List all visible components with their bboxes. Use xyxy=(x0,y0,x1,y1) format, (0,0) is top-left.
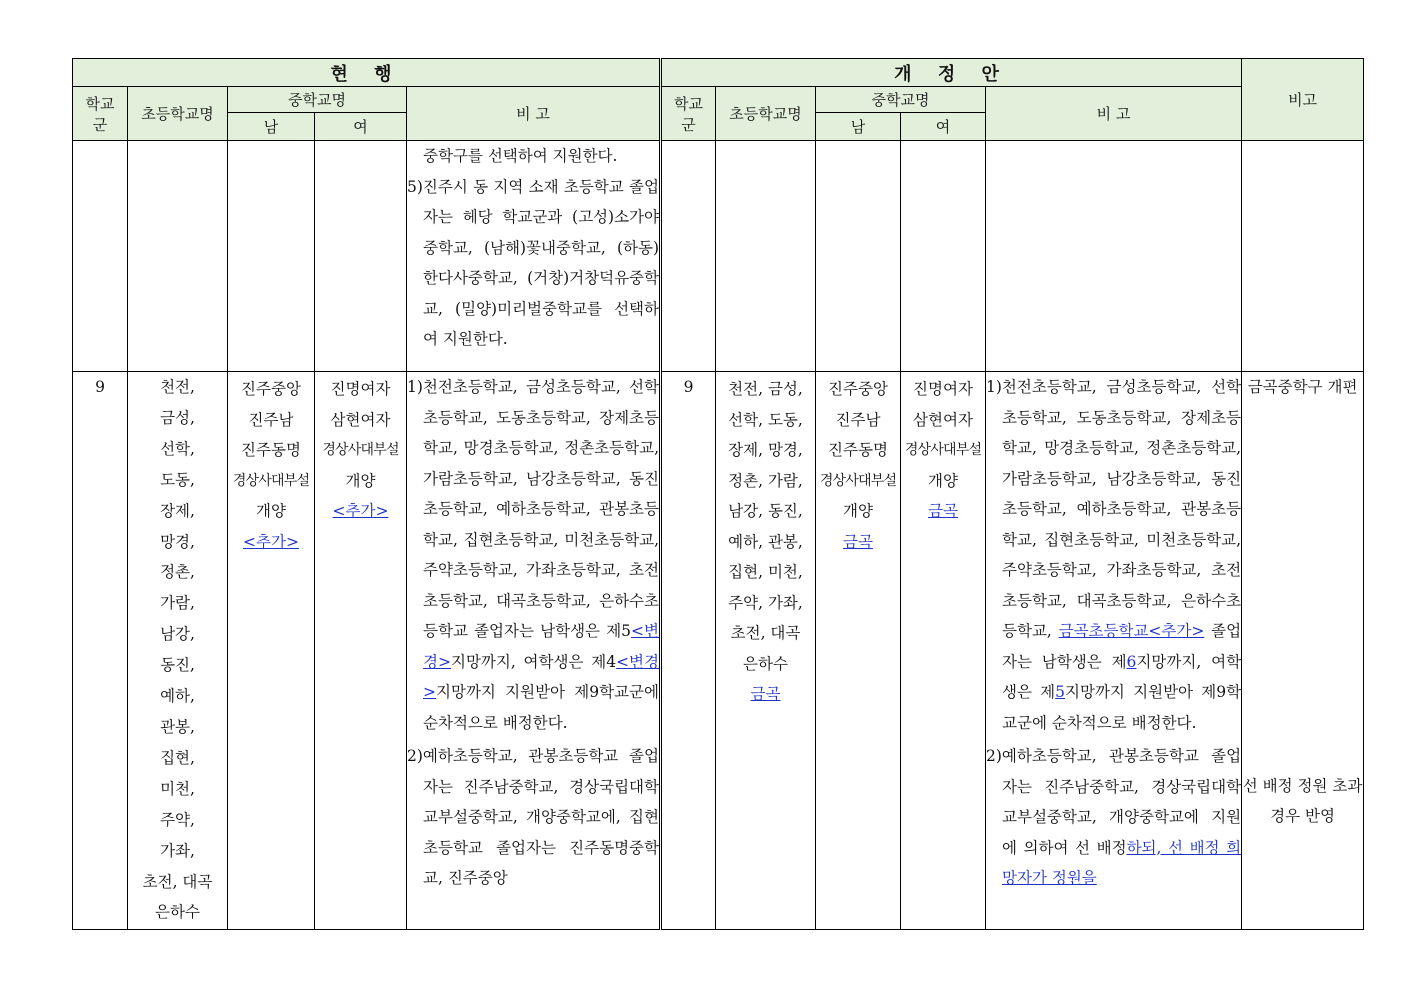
elem-school-item: 주약, 가좌, xyxy=(728,593,803,612)
remark-spacer xyxy=(1242,403,1363,771)
note-text: 졸업자는 남학생은 제 xyxy=(1002,622,1242,671)
girls-school-item: 개양 xyxy=(928,471,958,490)
girls-added-tag: <추가> xyxy=(332,502,389,520)
elem-school-item: 초전, 대곡 xyxy=(142,872,213,891)
elem-school-item: 예하, xyxy=(160,687,195,706)
girls-school-item: 경상사대부설 xyxy=(904,442,982,458)
change-tag: <변경> xyxy=(423,652,659,701)
changed-number: 5 xyxy=(1055,683,1066,701)
elem-school-item: 장제, 망경, xyxy=(728,441,803,459)
elem-schools-revised xyxy=(716,372,816,930)
boys-school-item: 진주동명 xyxy=(241,441,301,459)
cell-empty xyxy=(716,141,816,372)
elem-school-item: 집현, xyxy=(160,748,195,767)
revised-header: 개 정 안 xyxy=(661,59,1242,87)
boy-header-revised: 남 xyxy=(816,113,901,141)
group-header-line-1: 학교 xyxy=(674,94,703,113)
cell-empty xyxy=(1242,141,1364,372)
elem-school-item: 남강, xyxy=(160,625,195,644)
group-number-revised: 9 xyxy=(661,372,716,930)
boys-school-item: 진주중앙 xyxy=(828,380,888,398)
girls-school-item: 개양 xyxy=(345,471,376,490)
girls-school-list xyxy=(901,374,985,496)
boys-school-list xyxy=(816,374,900,527)
elem-school-list xyxy=(128,372,227,928)
group-header-revised xyxy=(661,87,716,141)
boys-school-item: 진주동명 xyxy=(828,441,888,459)
girls-school-list xyxy=(315,374,406,496)
note-text: 1)천전초등학교, 금성초등학교, 선학초등학교, 도동초등학교, 장제초등학교, 망경초등학교, 정촌초등학교, 가람초등학교, 남강초등학교, 동진초등학교, 예하초등학교, 관봉초등학교, 집현초등학교, 미천초등학교, 주약초등학교, 가좌초등학교, 초전초등학교, 대곡초등학교, 은하수초등학교 졸업자는 남학생은 제5 xyxy=(407,378,659,640)
girls-school-item: 삼현여자 xyxy=(330,410,391,429)
cell-empty xyxy=(901,141,986,372)
elem-school-list xyxy=(716,374,815,679)
elem-school-item: 장제, xyxy=(160,501,195,520)
elem-schools-current xyxy=(128,372,228,930)
elem-school-item: 선학, xyxy=(160,439,195,458)
elem-header-revised: 초등학교명 xyxy=(716,87,816,141)
note-item-2 xyxy=(986,741,1241,894)
note-cell-continued xyxy=(407,141,661,372)
cell-empty xyxy=(73,141,128,372)
elem-school-item: 초전, 대곡 xyxy=(730,624,801,642)
boys-added-school: 금곡 xyxy=(843,532,873,551)
elem-school-item: 가람, xyxy=(160,594,195,613)
remarks-header: 비고 xyxy=(1242,59,1364,141)
boys-added-tag: <추가> xyxy=(243,532,299,551)
group-header-line-1: 학교 xyxy=(85,94,115,113)
current-header: 현 행 xyxy=(73,59,661,87)
elem-school-item: 주약, xyxy=(160,810,195,829)
note-item-1 xyxy=(986,372,1241,738)
group-header-line-2: 군 xyxy=(681,115,696,134)
note-item-5: 5)진주시 동 지역 소재 초등학교 졸업자는 헤당 학교군과 (고성)소가야중학교, (남해)꽃내중학교, (하동)한다사중학교, (거창)거창덕유중학교, (밀양)미리벌중학교를 선택하여 지원한다. xyxy=(407,177,659,348)
elem-school-item: 미천, xyxy=(160,779,195,798)
note-cell-revised xyxy=(986,372,1242,930)
note-header-revised: 비 고 xyxy=(986,87,1242,141)
note-item-1 xyxy=(407,372,659,738)
girl-header-revised: 여 xyxy=(901,113,986,141)
elem-school-item: 은하수 xyxy=(155,903,200,922)
note-text: 지망까지, 여학생은 제 xyxy=(1002,652,1242,701)
girls-school-item: 경상사대부설 xyxy=(322,442,399,458)
middle-header-revised: 중학교명 xyxy=(816,87,986,113)
note-item-2: 2)예하초등학교, 관봉초등학교 졸업자는 진주남중학교, 경상국립대학교부설중학교, 개양중학교에, 집현초등학교 졸업자는 진주동명중학교, 진주중앙 xyxy=(407,747,659,887)
changed-number: 6 xyxy=(1126,652,1137,671)
girls-schools-current xyxy=(315,372,407,930)
boys-schools-current xyxy=(228,372,315,930)
boys-school-list xyxy=(228,374,314,527)
boys-school-item: 진주중앙 xyxy=(241,380,301,398)
group-header-current xyxy=(73,87,128,141)
elem-added-school: 금곡 xyxy=(750,685,781,703)
revision-comparison-table xyxy=(72,58,1364,930)
change-tag: <변경> xyxy=(423,622,659,671)
cell-empty xyxy=(661,141,716,372)
note-header-current: 비 고 xyxy=(407,87,661,141)
elem-school-item: 동진, xyxy=(160,656,195,675)
elem-school-item: 망경, xyxy=(160,532,195,551)
cell-empty xyxy=(986,141,1242,372)
boys-school-item: 경상사대부설 xyxy=(232,472,310,489)
girls-added-school: 금곡 xyxy=(928,502,958,520)
remark-1: 금곡중학구 개편 xyxy=(1247,378,1358,396)
girl-header-current: 여 xyxy=(315,113,407,141)
cell-empty xyxy=(228,141,315,372)
elem-school-item: 남강, 동진, xyxy=(728,502,803,520)
elem-school-item: 예하, 관봉, xyxy=(728,532,803,551)
elem-school-item: 정촌, xyxy=(160,563,195,582)
note-text: 1)천전초등학교, 금성초등학교, 선학초등학교, 도동초등학교, 장제초등학교, 망경초등학교, 정촌초등학교, 가람초등학교, 남강초등학교, 동진초등학교, 예하초등학교, 관봉초등학교, 집현초등학교, 미천초등학교, 주약초등학교, 가좌초등학교, 초전초등학교, 대곡초등학교, 은하수초등학교, xyxy=(986,378,1242,640)
table-row-continued xyxy=(73,141,1364,372)
note-text: 지망까지, 여학생은 제4 xyxy=(450,652,617,671)
girls-school-item: 진명여자 xyxy=(913,380,973,398)
elem-school-item: 천전, xyxy=(160,378,195,396)
note-text: 지망까지 지원받아 제9학교군에 순차적으로 배정한다. xyxy=(1002,683,1242,732)
boy-header-current: 남 xyxy=(228,113,315,141)
note-tail: 중학구를 선택하여 지원한다. xyxy=(423,147,618,165)
girls-school-item: 진명여자 xyxy=(330,380,391,398)
boys-school-item: 진주남 xyxy=(835,410,881,429)
note-cell-current xyxy=(407,372,661,930)
elem-school-item: 정촌, 가람, xyxy=(728,471,803,490)
elem-school-item: 천전, 금성, xyxy=(728,380,803,398)
boys-schools-revised xyxy=(816,372,901,930)
middle-header-current: 중학교명 xyxy=(228,87,407,113)
elem-school-item: 은하수 xyxy=(743,654,788,673)
cell-empty xyxy=(816,141,901,372)
cell-empty xyxy=(315,141,407,372)
girls-school-item: 삼현여자 xyxy=(913,410,973,429)
table-row-group-9 xyxy=(73,372,1364,930)
note-text: 지망까지 지원받아 제9학교군에 순차적으로 배정한다. xyxy=(423,683,659,732)
elem-school-item: 가좌, xyxy=(160,841,195,860)
changed-text: 하되, 선 배정 희망자가 정원을 xyxy=(1002,838,1242,887)
boys-school-item: 진주남 xyxy=(248,410,294,429)
note-text: 2)예하초등학교, 관봉초등학교 졸업자는 진주남중학교, 경상국립대학교부설중학교, 개양중학교에 지원에 의하여 선 배정 xyxy=(986,747,1242,857)
remarks-cell xyxy=(1242,372,1364,930)
elem-school-item: 금성, xyxy=(160,408,195,427)
group-number-current: 9 xyxy=(73,372,128,930)
boys-school-item: 경상사대부설 xyxy=(819,472,897,489)
elem-school-item: 도동, xyxy=(160,470,195,489)
added-school-tag: 금곡초등학교<추가> xyxy=(1058,622,1205,640)
elem-school-item: 선학, 도동, xyxy=(728,410,803,429)
elem-header-current: 초등학교명 xyxy=(128,87,228,141)
remark-2: 선 배정 정원 초과 경우 반영 xyxy=(1242,776,1363,825)
boys-school-item: 개양 xyxy=(843,502,873,520)
group-header-line-2: 군 xyxy=(92,115,108,134)
elem-school-item: 관봉, xyxy=(160,717,195,736)
elem-school-item: 집현, 미천, xyxy=(728,563,803,581)
boys-school-item: 개양 xyxy=(256,502,286,520)
girls-schools-revised xyxy=(901,372,986,930)
cell-empty xyxy=(128,141,228,372)
